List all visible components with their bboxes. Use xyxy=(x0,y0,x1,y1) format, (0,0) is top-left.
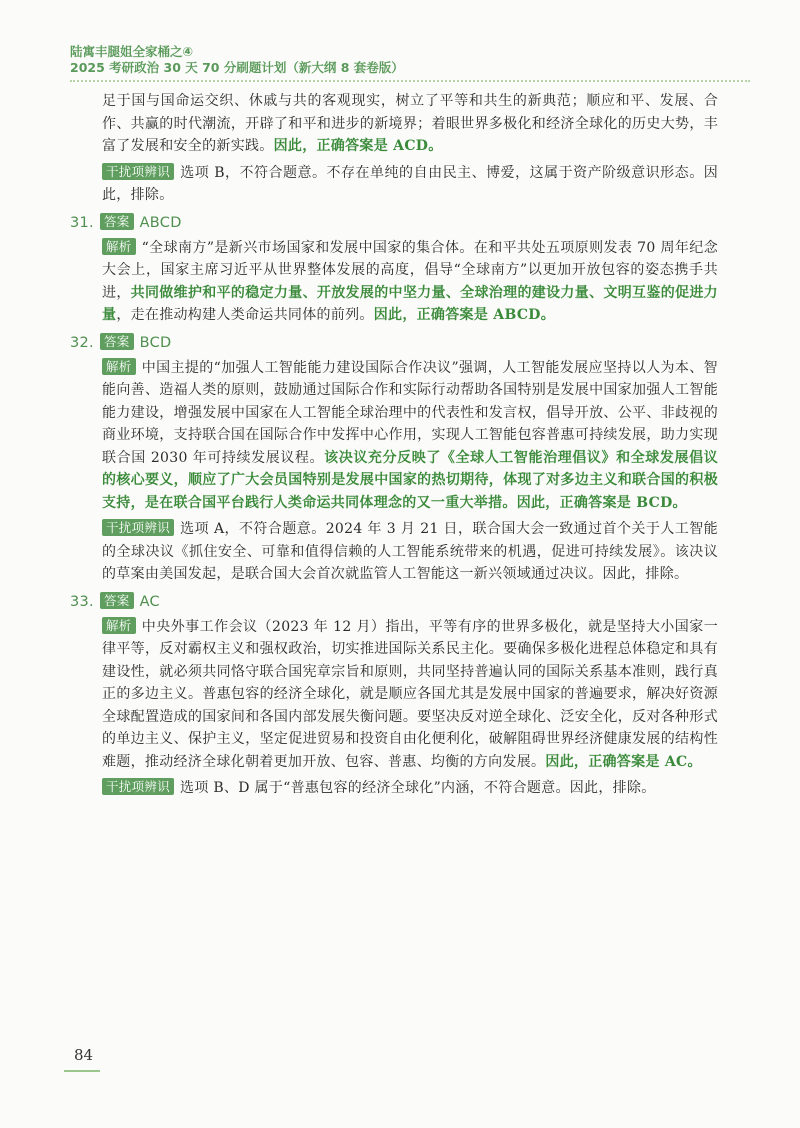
page-content xyxy=(70,90,718,804)
analysis-tag: 解析 xyxy=(102,617,136,634)
q32-distractor-text: 选项 A，不符合题意。2024 年 3 月 21 日，联合国大会一致通过首个关于人工智能的全球决议《抓住安全、可靠和值得信赖的人工智能系统带来的机遇，促进可持续发展》。该决议的草案由美国发起，是联合国大会首次就监管人工智能这一新兴领域通过决议。因此，排除。 xyxy=(102,521,718,582)
answer-tag: 答案 xyxy=(100,333,134,350)
q32-analysis-highlight: 该决议充分反映了《全球人工智能治理倡议》和全球发展倡议的核心要义，顺应了广大会员国特别是发展中国家的热切期待，体现了对多边主义和联合国的积极支持，是在联合国平台践行人类命运共同体理念的又一重大举措。 xyxy=(102,449,718,511)
q33-distractor-text: 选项 B、D 属于“普惠包容的经济全球化”内涵，不符合题意。因此，排除。 xyxy=(180,780,656,796)
q31-answer-line xyxy=(70,211,718,235)
q31-number: 31. xyxy=(70,214,94,231)
q32-answer: BCD xyxy=(139,334,172,351)
q33-analysis xyxy=(70,616,718,774)
series-title: 陆寓丰腿姐全家桶之④ xyxy=(70,44,194,59)
q31-analysis-text-b: ，走在推动构建人类命运共同体的前列。 xyxy=(116,307,374,323)
page-number: 84 xyxy=(74,1046,94,1064)
q31-conclusion: 因此，正确答案是 ABCD。 xyxy=(373,307,556,323)
q33-distractor xyxy=(70,777,718,800)
q33-analysis-text: 中央外事工作会议（2023 年 12 月）指出，平等有序的世界多极化，就是坚持大小国家一律平等，反对霸权主义和强权政治，切实推进国际关系民主化。要确保多极化进程总体稳定和具有建设性，就必须共同恪守联合国宪章宗旨和原则，共同坚持普遍认同的国际关系基本准则，践行真正的多边主义。普惠包容的经济全球化，就是顺应各国尤其是发展中国家的普遍要求，解决好资源全球配置造成的国家间和各国内部发展失衡问题。要坚决反对逆全球化、泛安全化，反对各种形式的单边主义、保护主义，坚定促进贸易和投资自由化便利化，破解阻碍世界经济健康发展的结构性难题，推动经济全球化朝着更加开放、包容、普惠、均衡的方向发展。 xyxy=(102,618,718,770)
q30-distractor xyxy=(70,162,718,207)
page-header xyxy=(70,44,750,76)
q31-analysis-highlight: 共同做维护和平的稳定力量、开放发展的中坚力量、全球治理的建设力量、文明互鉴的促进力量 xyxy=(102,284,718,323)
q31-analysis-text-a: “全球南方”是新兴市场国家和发展中国家的集合体。在和平共处五项原则发表 70 周年纪念大会上，国家主席习近平从世界整体发展的高度，倡导“全球南方”以更加开放包容的姿态携手共进， xyxy=(102,239,718,301)
answer-tag: 答案 xyxy=(100,213,134,230)
q30-analysis-continued xyxy=(70,90,718,158)
q31-analysis xyxy=(70,237,718,327)
q30-analysis-text: 足于国与国命运交织、休戚与共的客观现实，树立了平等和共生的新典范；顺应和平、发展、合作、共赢的时代潮流，开辟了和平和进步的新境界；着眼世界多极化和经济全球化的历史大势，丰富了发展和安全的新实践。 xyxy=(102,93,718,154)
q32-number: 32. xyxy=(70,334,94,351)
q33-number: 33. xyxy=(70,593,94,610)
book-title: 2025 考研政治 30 天 70 分刷题计划（新大纲 8 套卷版） xyxy=(70,60,404,75)
analysis-tag: 解析 xyxy=(102,358,136,375)
q30-conclusion: 因此，正确答案是 ACD。 xyxy=(273,138,443,154)
q31-answer: ABCD xyxy=(139,214,182,231)
q30-distractor-text: 选项 B，不符合题意。不存在单纯的自由民主、博爱，这属于资产阶级意识形态。因此，排除。 xyxy=(102,164,718,203)
header-divider xyxy=(70,80,750,82)
page-number-underline xyxy=(64,1070,100,1072)
distractor-tag: 干扰项辨识 xyxy=(102,778,174,795)
q32-answer-line xyxy=(70,331,718,355)
distractor-tag: 干扰项辨识 xyxy=(102,519,174,536)
answer-tag: 答案 xyxy=(100,592,134,609)
q32-distractor xyxy=(70,518,718,586)
q32-conclusion: 因此，正确答案是 BCD。 xyxy=(516,494,687,511)
q33-answer: AC xyxy=(139,593,160,610)
q32-analysis xyxy=(70,357,718,515)
q32-analysis-text-a: 中国主提的“加强人工智能能力建设国际合作决议”强调，人工智能发展应坚持以人为本、智能向善、造福人类的原则，鼓励通过国际合作和实际行动帮助各国特别是发展中国家加强人工智能能力建设，增强发展中国家在人工智能全球治理中的代表性和发言权，倡导开放、公平、非歧视的商业环境，支持联合国在国际合作中发挥中心作用，实现人工智能包容普惠可持续发展，助力实现联合国 2030 年可持续发展议程。 xyxy=(102,359,718,466)
analysis-tag: 解析 xyxy=(102,238,136,255)
q33-answer-line xyxy=(70,590,718,614)
q33-conclusion: 因此，正确答案是 AC。 xyxy=(545,753,702,770)
distractor-tag: 干扰项辨识 xyxy=(102,163,174,180)
